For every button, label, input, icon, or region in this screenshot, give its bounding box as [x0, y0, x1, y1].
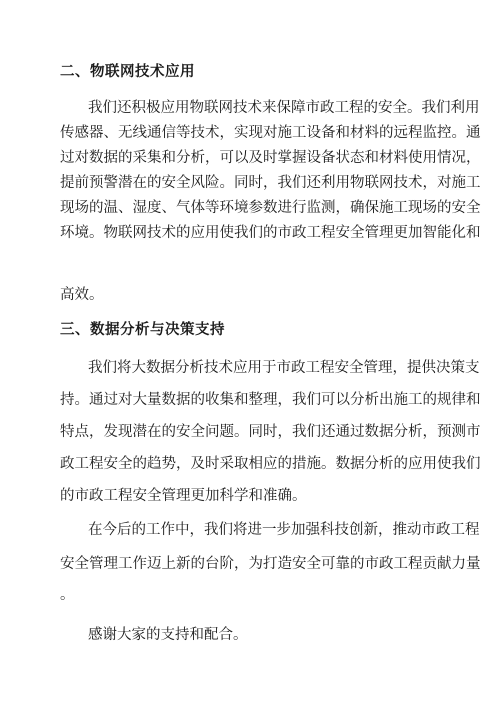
document-page — [60, 0, 481, 707]
paragraph-line: 。 — [60, 587, 75, 603]
paragraph-line: 在今后的工作中，我们将进一步加强科技创新，推动市政工程 — [88, 522, 480, 538]
paragraph-line: 的市政工程安全管理更加科学和准确。 — [60, 488, 307, 504]
paragraph-line: 持。通过对大量数据的收集和整理，我们可以分析出施工的规律和 — [60, 392, 481, 408]
paragraph-line: 现场的温、湿度、气体等环境参数进行监测，确保施工现场的安全 — [60, 200, 481, 216]
paragraph-line: 特点，发现潜在的安全问题。同时，我们还通过数据分析，预测市 — [60, 424, 481, 440]
paragraph-line: 传感器、无线通信等技术，实现对施工设备和材料的远程监控。通 — [60, 125, 481, 141]
section-heading-data-analysis: 三、数据分析与决策支持 — [60, 321, 225, 338]
paragraph-line: 我们还积极应用物联网技术来保障市政工程的安全。我们利用 — [88, 100, 480, 116]
paragraph-line: 安全管理工作迈上新的台阶，为打造安全可靠的市政工程贡献力量 — [60, 556, 481, 572]
paragraph-line: 高效。 — [60, 287, 104, 303]
section-heading-iot: 二、物联网技术应用 — [60, 63, 195, 80]
paragraph-line: 过对数据的采集和分析，可以及时掌握设备状态和材料使用情况， — [60, 150, 481, 166]
paragraph-line: 提前预警潜在的安全风险。同时，我们还利用物联网技术，对施工 — [60, 175, 481, 191]
paragraph-line: 政工程安全的趋势，及时采取相应的措施。数据分析的应用使我们 — [60, 456, 481, 472]
paragraph-line: 环境。物联网技术的应用使我们的市政工程安全管理更加智能化和 — [60, 225, 481, 241]
closing-thanks: 感谢大家的支持和配合。 — [88, 627, 248, 643]
paragraph-line: 我们将大数据分析技术应用于市政工程安全管理，提供决策支 — [88, 360, 480, 376]
